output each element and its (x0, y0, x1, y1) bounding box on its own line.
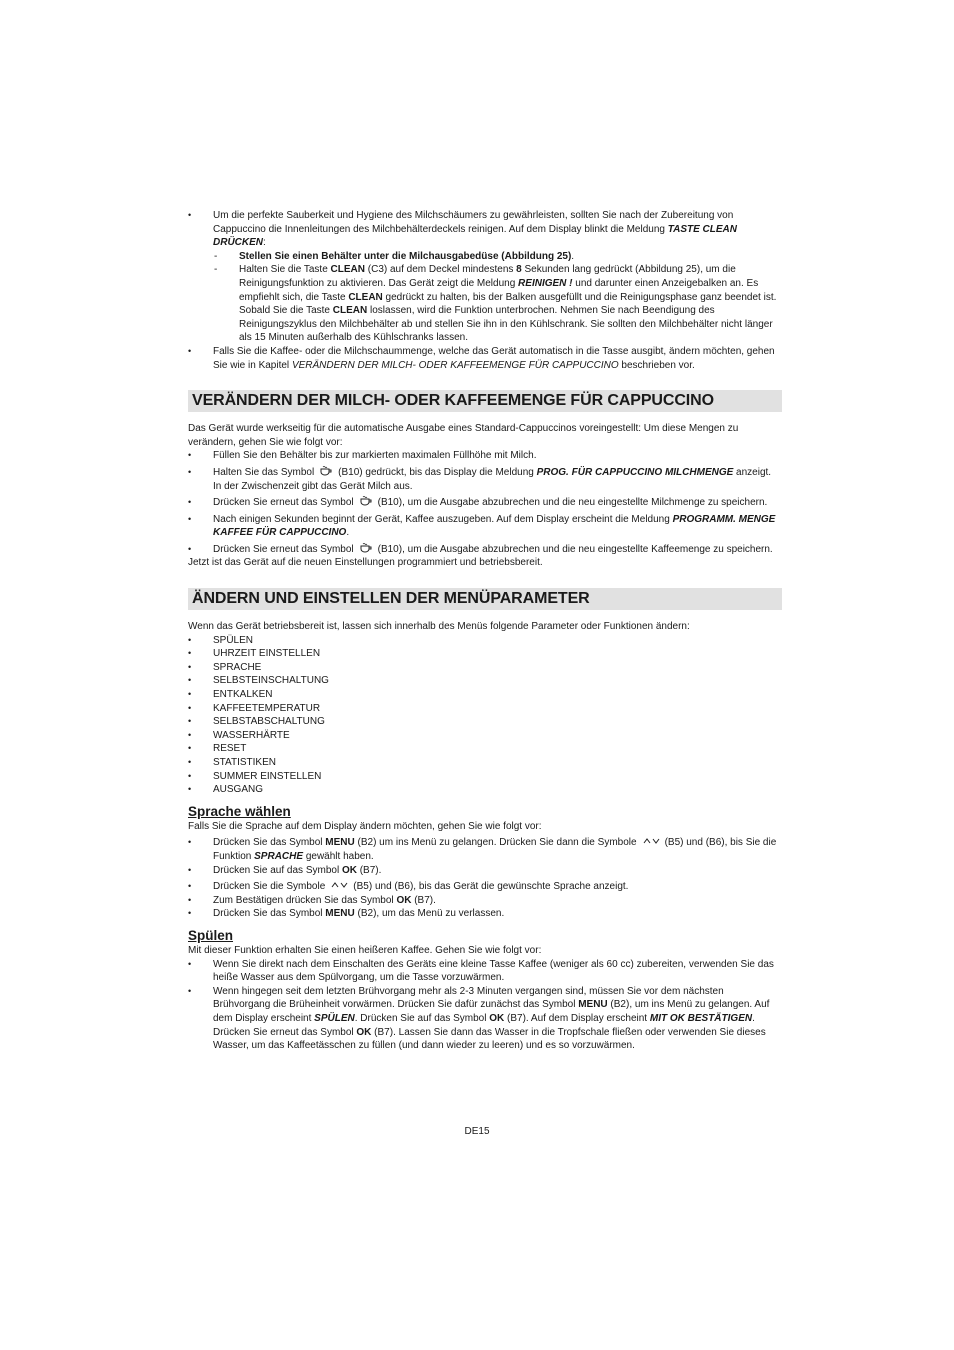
cappuccino-cup-icon (318, 466, 334, 476)
list-item: • Drücken Sie das Symbol MENU (B2) um ins Menü zu gelangen. Drücken Sie dann die Symbole (B5) und (B6), bis Sie die Funktion SPRACHE gewählt haben. (188, 836, 782, 863)
subsection-heading: Sprache wählen (188, 803, 291, 819)
list-item: • RESET (188, 742, 782, 756)
cleaning-list (188, 209, 782, 372)
subsection-heading: Spülen (188, 927, 234, 943)
section-intro: Wenn das Gerät betriebsbereit ist, lassen sich innerhalb des Menüs folgende Parameter oder Funktionen ändern: (188, 621, 690, 633)
section-intro: Das Gerät wurde werkseitig für die automatische Ausgabe eines Standard-Cappuccinos voreingestellt: Um diese Mengen zu verändern, gehen Sie wie folgt vor: (188, 423, 739, 448)
list-subitem: - Halten Sie die Taste CLEAN (C3) auf dem Deckel mindestens 8 Sekunden lang gedrückt (Abbildung 25), um die Reinigungsfunktion zu aktivieren. Das Gerät zeigt die Meldung REINIGEN ! und darunter einen Anzeigebalken an. Es empfiehlt sich, die Taste CLEAN gedrückt zu halten, bis der Balken ausgefüllt und die Reinigungsphase ganz beendet ist. Sobald Sie die Taste CLEAN loslassen, wird die Funktion unterbrochen. Nehmen Sie nach Beendigung des Reinigungszyklus den Milchbehälter ab und stellen Sie ihn in den Kühlschrank. Sie sollten den Milchbehälter nicht länger als 15 Minuten außerhalb des Kühlschranks lassen. (188, 263, 782, 345)
subsection-intro: Mit dieser Funktion erhalten Sie einen heißeren Kaffee. Gehen Sie wie folgt vor: (188, 944, 542, 956)
list-item: • Drücken Sie das Symbol MENU (B2), um das Menü zu verlassen. (188, 907, 782, 921)
list-item: • WASSERHÄRTE (188, 729, 782, 743)
list-item: • AUSGANG (188, 783, 782, 797)
cappuccino-cup-icon (358, 543, 374, 553)
list-item: • Um die perfekte Sauberkeit und Hygiene des Milchschäumers zu gewährleisten, sollten Sie nach der Zubereitung von Cappuccino die Innenleitungen des Milchbehälterdeckels reinigen. Auf dem Display blinkt die Meldung TASTE CLEAN DRÜCKEN: (188, 209, 782, 250)
list-item: • UHRZEIT EINSTELLEN (188, 647, 782, 661)
list-item: • Falls Sie die Kaffee- oder die Milchschaummenge, welche das Gerät automatisch in die Tasse ausgibt, ändern möchten, gehen Sie wie in Kapitel VERÄNDERN DER MILCH- ODER KAFFEEMENGE FÜR CAPPUCCINO beschrieben vor. (188, 345, 782, 372)
list-item: • SPÜLEN (188, 634, 782, 648)
list-item: • Halten Sie das Symbol (B10) gedrückt, bis das Display die Meldung PROG. FÜR CAPPUCCINO MILCHMENGE anzeigt. In der Zwischenzeit gibt das Gerät Milch aus. (188, 466, 782, 493)
section-outro: Jetzt ist das Gerät auf die neuen Einstellungen programmiert und betriebsbereit. (188, 557, 543, 569)
list-item: • Drücken Sie erneut das Symbol (B10), um die Ausgabe abzubrechen und die neu eingestellte Milchmenge zu speichern. (188, 496, 782, 510)
list-item: • SELBSTABSCHALTUNG (188, 715, 782, 729)
section-heading: ÄNDERN UND EINSTELLEN DER MENÜPARAMETER (188, 588, 782, 610)
list-item: • STATISTIKEN (188, 756, 782, 770)
list-item: • Wenn hingegen seit dem letzten Brühvorgang mehr als 2-3 Minuten vergangen sind, müssen Sie vor dem nächsten Brühvorgang die Brüheinheit vorwärmen. Drücken Sie dafür zunächst das Symbol MENU (B2), um ins Menü zu gelangen. Auf dem Display erscheint SPÜLEN. Drücken Sie auf das Symbol OK (B7). Auf dem Display erscheint MIT OK BESTÄTIGEN. Drücken Sie erneut das Symbol OK (B7). Lassen Sie dann das Wasser in die Tropfschale fließen oder verwenden Sie dieses Wasser, um das Kaffeetässchen zu füllen (und dann wieder zu leeren) und es so vorzuwärmen. (188, 985, 782, 1053)
list-subitem: - Stellen Sie einen Behälter unter die Milchausgabedüse (Abbildung 25). (188, 250, 782, 264)
list-item: • KAFFEETEMPERATUR (188, 702, 782, 716)
list-item: • Zum Bestätigen drücken Sie das Symbol OK (B7). (188, 894, 782, 908)
menu-parameter-list (188, 634, 782, 797)
rinse-steps (188, 958, 782, 1053)
list-item: • Nach einigen Sekunden beginnt der Gerät, Kaffee auszugeben. Auf dem Display erscheint die Meldung PROGRAMM. MENGE KAFFEE FÜR CAPPUCCINO. (188, 513, 782, 540)
subsection-intro: Falls Sie die Sprache auf dem Display ändern möchten, gehen Sie wie folgt vor: (188, 820, 542, 832)
up-down-arrows-icon (641, 836, 661, 846)
section-heading: VERÄNDERN DER MILCH- ODER KAFFEEMENGE FÜR CAPPUCCINO (188, 390, 782, 412)
list-item: • SUMMER EINSTELLEN (188, 770, 782, 784)
cappuccino-steps (188, 449, 782, 556)
page-number: DE15 (464, 1126, 490, 1137)
list-item: • ENTKALKEN (188, 688, 782, 702)
list-item: • Drücken Sie erneut das Symbol (B10), um die Ausgabe abzubrechen und die neu eingestellte Kaffeemenge zu speichern. (188, 543, 782, 557)
list-item: • SELBSTEINSCHALTUNG (188, 674, 782, 688)
list-item: • Füllen Sie den Behälter bis zur markierten maximalen Füllhöhe mit Milch. (188, 449, 782, 463)
list-item: • Drücken Sie die Symbole (B5) und (B6), bis das Gerät die gewünschte Sprache anzeigt. (188, 880, 782, 894)
list-item: • Wenn Sie direkt nach dem Einschalten des Geräts eine kleine Tasse Kaffee (weniger als 60 cc) zubereiten, verwenden Sie das heiße Wasser aus dem Spülvorgang, um die Tasse vorzuwärmen. (188, 958, 782, 985)
document-page (188, 209, 782, 1053)
list-item: • Drücken Sie auf das Symbol OK (B7). (188, 864, 782, 878)
up-down-arrows-icon (329, 880, 349, 890)
list-item: • SPRACHE (188, 661, 782, 675)
cappuccino-cup-icon (358, 496, 374, 506)
language-steps (188, 836, 782, 921)
